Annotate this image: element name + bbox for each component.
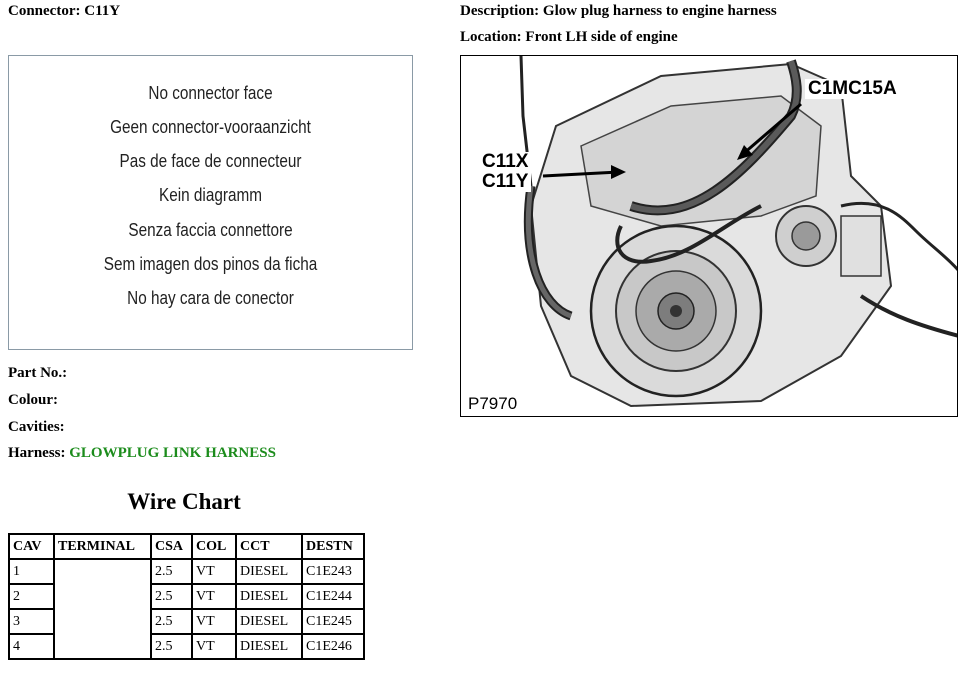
no-face-line: Geen connector-vooraanzicht	[110, 117, 311, 137]
part-no-label: Part No.:	[8, 365, 68, 381]
cell-col: VT	[192, 584, 236, 609]
cell-csa: 2.5	[151, 584, 192, 609]
table-row	[9, 559, 364, 584]
header-destn: DESTN	[302, 534, 364, 559]
wire-chart-title: Wire Chart	[127, 489, 241, 514]
cell-destn: C1E245	[302, 609, 364, 634]
cell-cav: 4	[9, 634, 54, 659]
header-cav: CAV	[9, 534, 54, 559]
harness-value: GLOWPLUG LINK HARNESS	[69, 445, 276, 461]
cell-col: VT	[192, 634, 236, 659]
cell-csa: 2.5	[151, 559, 192, 584]
wire-chart-table	[8, 533, 365, 660]
no-face-line: No connector face	[148, 83, 273, 103]
cavities-label: Cavities:	[8, 419, 65, 435]
cell-destn: C1E246	[302, 634, 364, 659]
no-face-line: Kein diagramm	[159, 185, 262, 205]
header-cct: CCT	[236, 534, 302, 559]
location-value: Front LH side of engine	[525, 29, 678, 45]
cell-destn: C1E244	[302, 584, 364, 609]
connector-value: C11Y	[84, 3, 121, 19]
harness-label: Harness: GLOWPLUG LINK HARNESS	[8, 445, 276, 461]
header-col: COL	[192, 534, 236, 559]
colour-label: Colour:	[8, 392, 58, 408]
header-csa: CSA	[151, 534, 192, 559]
cell-cav: 3	[9, 609, 54, 634]
cell-cct: DIESEL	[236, 634, 302, 659]
location-label: Location: Front LH side of engine	[460, 29, 678, 45]
cell-csa: 2.5	[151, 609, 192, 634]
callout-c11y: C11Y	[479, 172, 531, 192]
no-face-line: Sem imagen dos pinos da ficha	[103, 254, 318, 274]
cell-cav: 1	[9, 559, 54, 584]
callout-c1mc15a: C1MC15A	[805, 79, 900, 99]
no-face-line: Pas de face de connecteur	[119, 151, 302, 171]
no-face-line: Senza faccia connettore	[128, 220, 293, 240]
description-value: Glow plug harness to engine harness	[542, 3, 777, 19]
cell-col: VT	[192, 559, 236, 584]
cell-cct: DIESEL	[236, 609, 302, 634]
header-terminal: TERMINAL	[54, 534, 151, 559]
callout-c11x: C11X	[479, 152, 531, 172]
no-face-line: No hay cara de conector	[127, 288, 294, 308]
no-connector-face-panel	[8, 55, 413, 350]
cell-cav: 2	[9, 584, 54, 609]
cell-cct: DIESEL	[236, 559, 302, 584]
description-label: Description: Glow plug harness to engine harness	[460, 3, 777, 19]
cell-csa: 2.5	[151, 634, 192, 659]
connector-label: Connector: C11Y	[8, 3, 121, 19]
cell-cct: DIESEL	[236, 584, 302, 609]
engine-location-figure	[460, 55, 958, 417]
figure-reference: P7970	[465, 394, 520, 414]
engine-illustration	[461, 56, 958, 417]
cell-destn: C1E243	[302, 559, 364, 584]
wire-chart-header-row	[9, 534, 364, 559]
cell-terminal	[54, 559, 151, 659]
cell-col: VT	[192, 609, 236, 634]
